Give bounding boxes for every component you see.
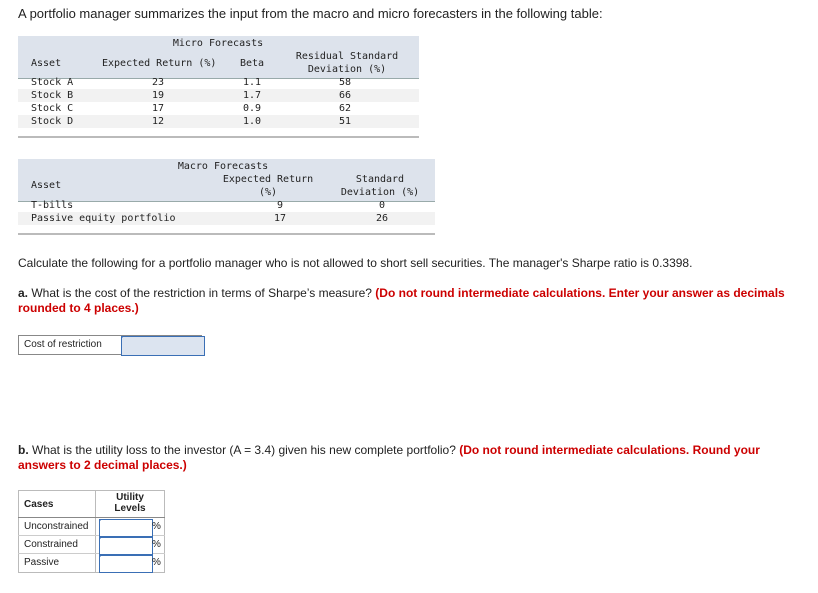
micro-col-expected: Expected Return (%) (102, 58, 217, 69)
question-b-instruction: (Do not round intermediate calculations. Round your answers to 2 decimal places.) (18, 443, 760, 472)
macro-bottom-rule (18, 233, 435, 235)
question-a-instruction: (Do not round intermediate calculations. Enter your answer as decimals rounded to 4 places.) (18, 286, 785, 315)
micro-row-expected: 19 (151, 90, 165, 101)
utility-col-levels-2: Levels (114, 503, 146, 514)
micro-row-resid: 58 (338, 77, 352, 88)
utility-col-levels (98, 492, 162, 514)
utility-col-levels-1: Utility (116, 492, 144, 503)
macro-row-expected: 17 (273, 213, 287, 224)
macro-row-asset: Passive equity portfolio (31, 213, 176, 224)
micro-row-resid: 62 (338, 103, 352, 114)
question-b-text: What is the utility loss to the investor (A = 3.4) given his new complete portfolio? (28, 443, 460, 457)
utility-unit: % (152, 521, 161, 532)
macro-col-sd-1: Standard (355, 174, 405, 185)
input-flag-icon (99, 519, 102, 522)
question-a-text: What is the cost of the restriction in terms of Sharpe’s measure? (28, 286, 376, 300)
input-flag-icon (99, 555, 102, 558)
micro-row-expected: 23 (151, 77, 165, 88)
question-a-label: a. (18, 286, 29, 300)
utility-input-unconstrained[interactable] (99, 519, 153, 537)
micro-row-resid: 66 (338, 90, 352, 101)
utility-row-case: Constrained (24, 539, 78, 550)
micro-row-asset: Stock C (31, 103, 74, 114)
micro-row-beta: 0.9 (242, 103, 262, 114)
micro-row-expected: 17 (151, 103, 165, 114)
macro-row-expected: 9 (276, 200, 284, 211)
micro-forecasts-table (18, 36, 419, 138)
micro-col-resid-2: Deviation (%) (307, 64, 387, 75)
utility-unit: % (152, 539, 161, 550)
utility-col-cases: Cases (24, 499, 54, 510)
macro-col-sd-2: Deviation (%) (340, 187, 420, 198)
micro-col-asset: Asset (31, 58, 62, 69)
question-b (18, 443, 798, 473)
calc-instructions: Calculate the following for a portfolio manager who is not allowed to short sell securities. The manager's Sharpe ratio is 0.3398. (18, 256, 693, 270)
macro-row-sd: 0 (378, 200, 386, 211)
utility-input-constrained[interactable] (99, 537, 153, 555)
macro-forecasts-table (18, 159, 435, 236)
macro-title: Macro Forecasts (177, 161, 269, 172)
question-a (18, 286, 798, 316)
utility-input-passive[interactable] (99, 555, 153, 573)
macro-col-asset: Asset (31, 180, 62, 191)
micro-row-beta: 1.1 (242, 77, 262, 88)
utility-row-case: Passive (24, 557, 60, 568)
micro-row-beta: 1.7 (242, 90, 262, 101)
input-flag-icon (99, 537, 102, 540)
micro-bottom-rule (18, 136, 419, 138)
micro-row-beta: 1.0 (242, 116, 262, 127)
question-b-label: b. (18, 443, 29, 457)
macro-row-asset: T-bills (31, 200, 74, 211)
macro-row-sd: 26 (375, 213, 389, 224)
micro-row-expected: 12 (151, 116, 165, 127)
cost-of-restriction-input[interactable] (121, 336, 205, 356)
input-flag-icon (121, 336, 124, 339)
micro-row-resid: 51 (338, 116, 352, 127)
cost-of-restriction-row (18, 335, 202, 355)
micro-row-asset: Stock A (31, 77, 74, 88)
utility-unit: % (152, 557, 161, 568)
macro-col-expected-2: (%) (258, 187, 278, 198)
utility-col-divider (95, 490, 96, 573)
micro-row-asset: Stock D (31, 116, 74, 127)
micro-row-asset: Stock B (31, 90, 74, 101)
micro-title: Micro Forecasts (172, 38, 264, 49)
utility-row-case: Unconstrained (24, 521, 89, 532)
utility-header-rule (18, 517, 165, 518)
micro-col-beta: Beta (240, 58, 265, 69)
micro-col-resid-1: Residual Standard (295, 51, 399, 62)
cost-of-restriction-label: Cost of restriction (24, 339, 102, 350)
utility-table (18, 490, 165, 573)
macro-col-expected-1: Expected Return (222, 174, 314, 185)
intro-text: A portfolio manager summarizes the input from the macro and micro forecasters in the following table: (18, 6, 603, 21)
